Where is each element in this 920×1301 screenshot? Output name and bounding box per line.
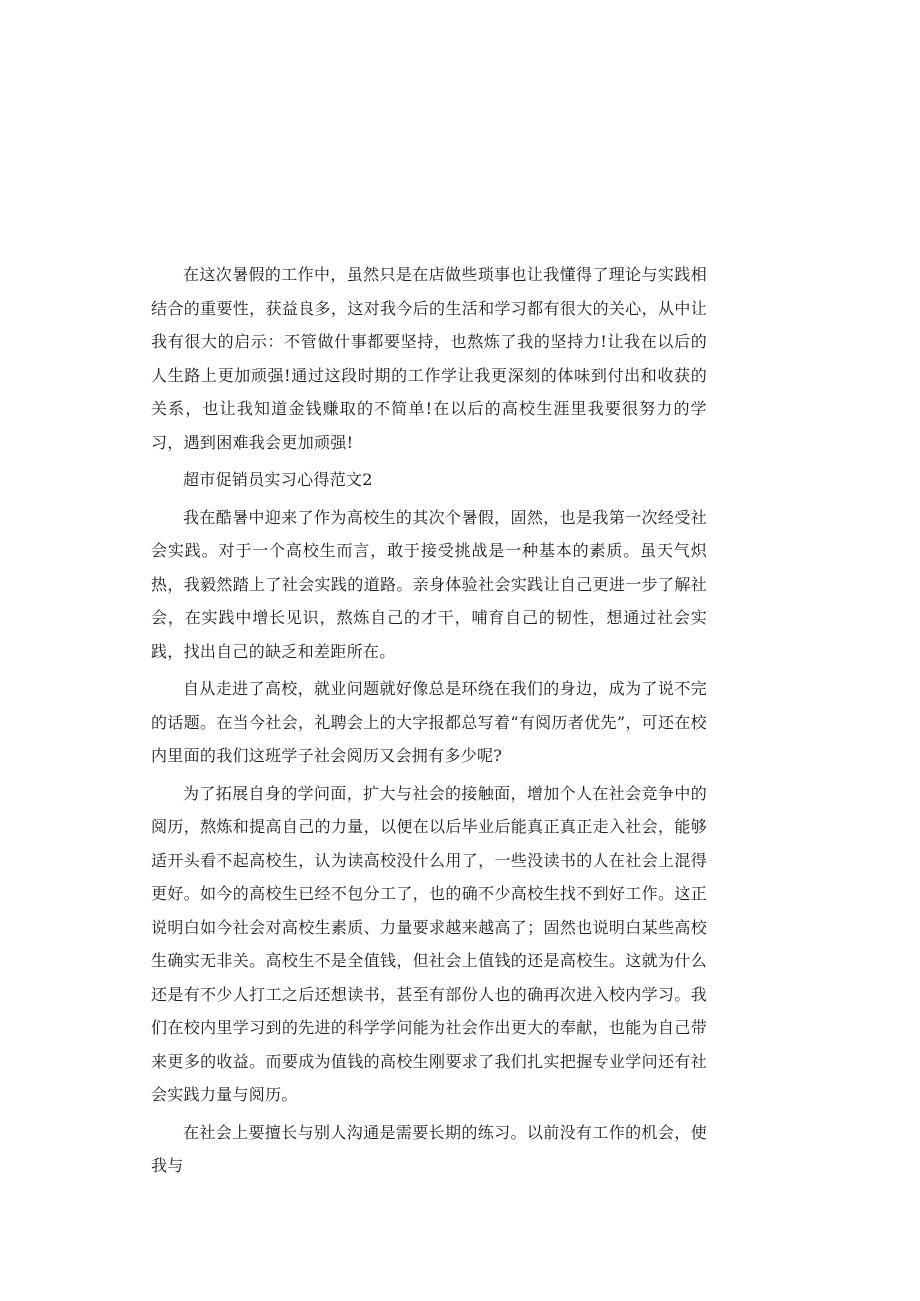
paragraph-communication: 在社会上要擅长与别人沟通是需要长期的练习。以前没有工作的机会，使我与 bbox=[151, 1122, 707, 1175]
paragraph-social-practice: 我在酷暑中迎来了作为高校生的其次个暑假，固然，也是我第一次经受社会实践。对于一个高校生而言，敢于接受挑战是一种基本的素质。虽天气炽热，我毅然踏上了社会实践的道路。亲身体验社会实践让自己更进一步了解社会，在实践中增长见识，熬炼自己的才干，哺育自己的韧性，想通过社会实践，找出自己的缺乏和差距所在。 bbox=[151, 507, 707, 661]
document-body bbox=[151, 258, 707, 1187]
section-heading: 超市促销员实习心得范文2 bbox=[183, 470, 373, 489]
paragraph-employment: 自从走进了高校，就业问题就好像总是环绕在我们的身边，成为了说不完的话题。在当今社会，礼聘会上的大字报都总写着“有阅历者优先”，可还在校内里面的我们这班学子社会阅历又会拥有多少呢? bbox=[151, 679, 707, 765]
paragraph-summer-work: 在这次暑假的工作中，虽然只是在店做些琐事也让我懂得了理论与实践相结合的重要性，获益良多，这对我今后的生活和学习都有很大的关心，从中让我有很大的启示：不管做什事都要坚持，也熬炼了我的坚持力!让我在以后的人生路上更加顽强!通过这段时期的工作学让我更深刻的体味到付出和收获的关系，也让我知道金钱赚取的不简单!在以后的高校生涯里我要很努力的学习，遇到困难我会更加顽强! bbox=[151, 265, 707, 452]
paragraph-knowledge: 为了拓展自身的学问面，扩大与社会的接触面，增加个人在社会竞争中的阅历，熬炼和提高自己的力量，以便在以后毕业后能真正真正走入社会，能够适开头看不起高校生，认为读高校没什么用了，一些没读书的人在社会上混得更好。如今的高校生已经不包分工了，也的确不少高校生找不到好工作。这正说明白如今社会对高校生素质、力量要求越来越高了；固然也说明白某些高校生确实无非关。高校生不是全值钱，但社会上值钱的还是高校生。这就为什么还是有不少人打工之后还想读书，甚至有部份人也的确再次进入校内学习。我们在校内里学习到的先进的科学学问能为社会作出更大的奉献，也能为自己带来更多的收益。而要成为值钱的高校生刚要求了我们扎实把握专业学问还有社会实践力量与阅历。 bbox=[151, 783, 707, 1104]
